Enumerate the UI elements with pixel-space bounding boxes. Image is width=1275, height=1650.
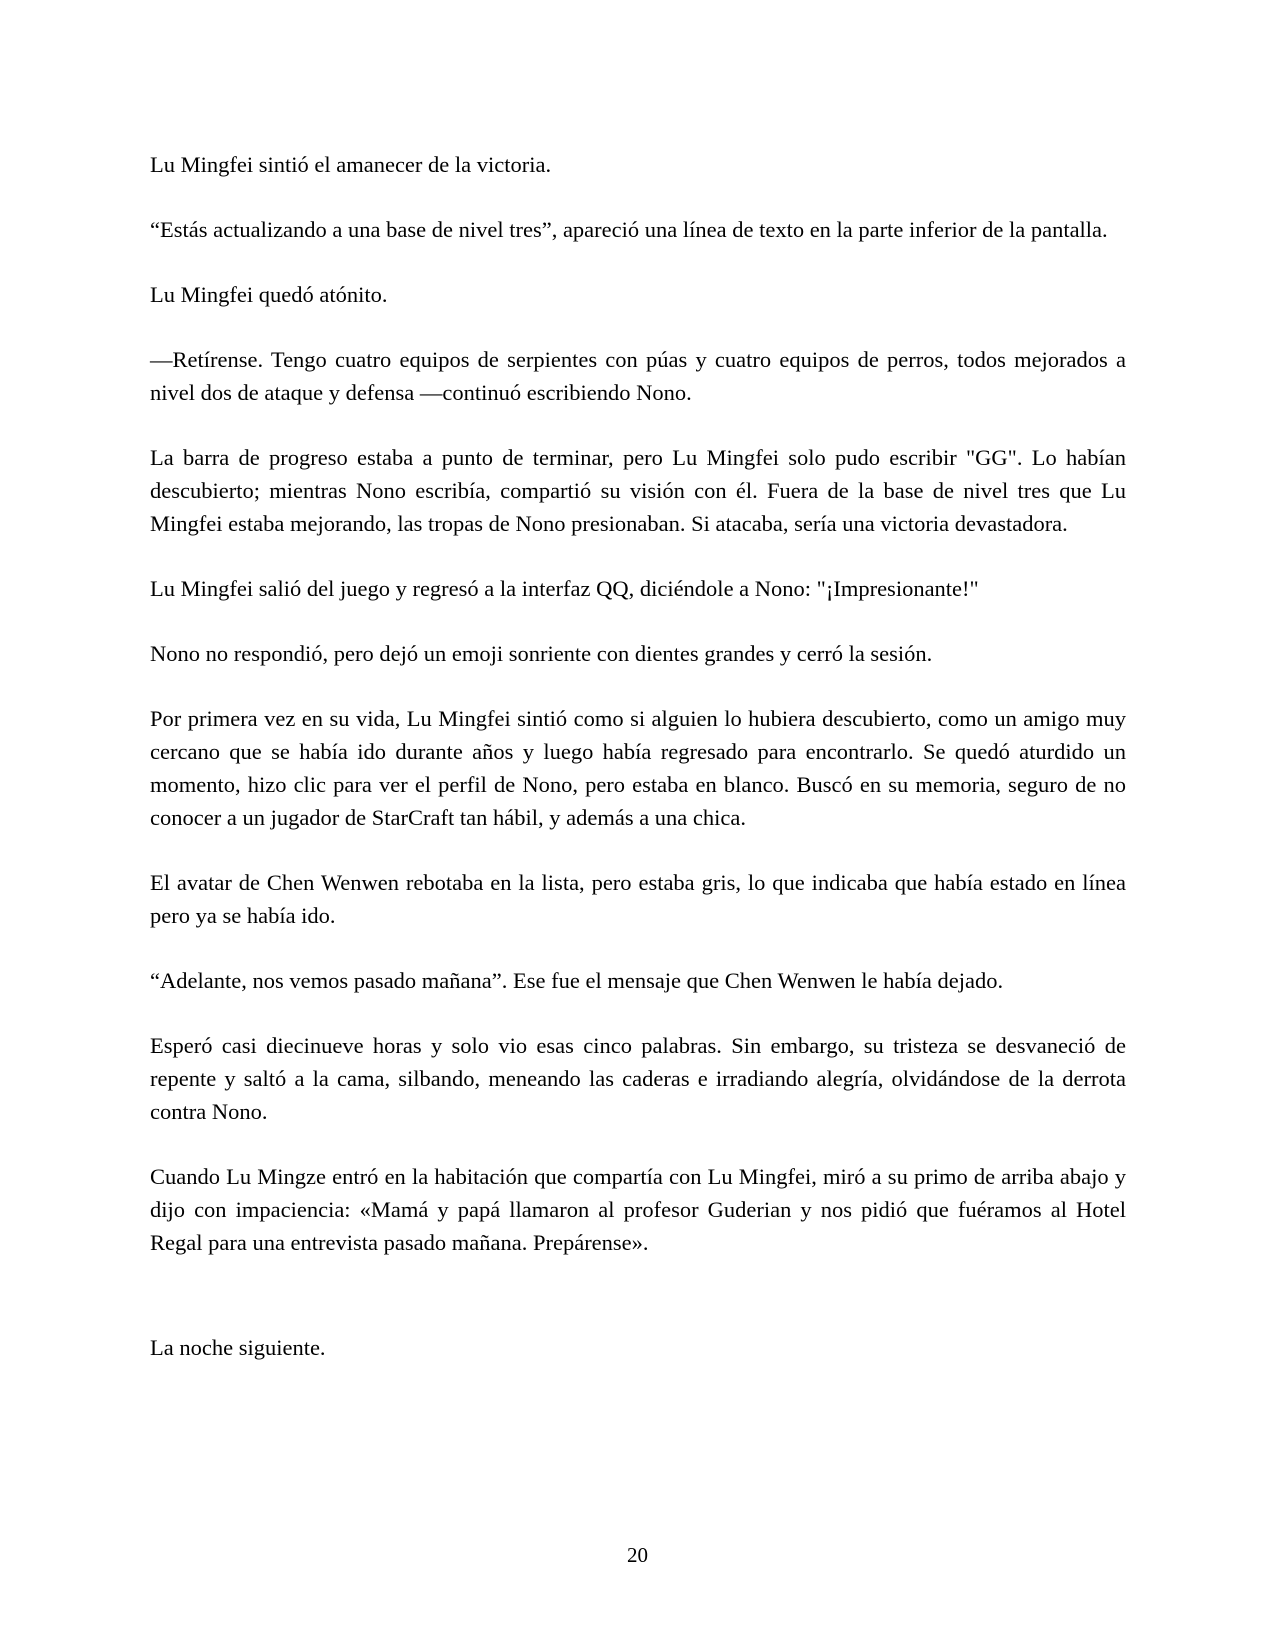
paragraph: Por primera vez en su vida, Lu Mingfei sintió como si alguien lo hubiera descubierto, como un amigo muy cercano que se había ido durante años y luego había regresado para encontrarlo. Se quedó aturdido un momento, hizo clic para ver el perfil de Nono, pero estaba en blanco. Buscó en su memoria, seguro de no conocer a un jugador de StarCraft tan hábil, y además a una chica. xyxy=(150,706,1126,830)
paragraph: Esperó casi diecinueve horas y solo vio esas cinco palabras. Sin embargo, su tristeza se desvaneció de repente y saltó a la cama, silbando, meneando las caderas e irradiando alegría, olvidándose de la derrota contra Nono. xyxy=(150,1033,1126,1124)
paragraph: La noche siguiente. xyxy=(150,1335,326,1360)
paragraph: El avatar de Chen Wenwen rebotaba en la lista, pero estaba gris, lo que indicaba que había estado en línea pero ya se había ido. xyxy=(150,870,1126,928)
paragraph: Lu Mingfei quedó atónito. xyxy=(150,282,388,307)
paragraph: La barra de progreso estaba a punto de terminar, pero Lu Mingfei solo pudo escribir "GG". Lo habían descubierto; mientras Nono escribía, compartió su visión con él. Fuera de la base de nivel tres que Lu Mingfei estaba mejorando, las tropas de Nono presionaban. Si atacaba, sería una victoria devastadora. xyxy=(150,445,1126,536)
body-text xyxy=(150,148,1126,1396)
paragraph: Cuando Lu Mingze entró en la habitación que compartía con Lu Mingfei, miró a su primo de arriba abajo y dijo con impaciencia: «Mamá y papá llamaron al profesor Guderian y nos pidió que fuéramos al Hotel Regal para una entrevista pasado mañana. Prepárense». xyxy=(150,1164,1126,1255)
paragraph: Lu Mingfei sintió el amanecer de la victoria. xyxy=(150,152,552,177)
page-number: 20 xyxy=(627,1543,648,1567)
paragraph: Nono no respondió, pero dejó un emoji sonriente con dientes grandes y cerró la sesión. xyxy=(150,641,933,666)
paragraph: Lu Mingfei salió del juego y regresó a la interfaz QQ, diciéndole a Nono: "¡Impresionante!" xyxy=(150,576,979,601)
paragraph: —Retírense. Tengo cuatro equipos de serpientes con púas y cuatro equipos de perros, todos mejorados a nivel dos de ataque y defensa —continuó escribiendo Nono. xyxy=(150,347,1126,405)
paragraph: “Estás actualizando a una base de nivel tres”, apareció una línea de texto en la parte inferior de la pantalla. xyxy=(150,217,1108,242)
paragraph: “Adelante, nos vemos pasado mañana”. Ese fue el mensaje que Chen Wenwen le había dejado. xyxy=(150,968,1004,993)
